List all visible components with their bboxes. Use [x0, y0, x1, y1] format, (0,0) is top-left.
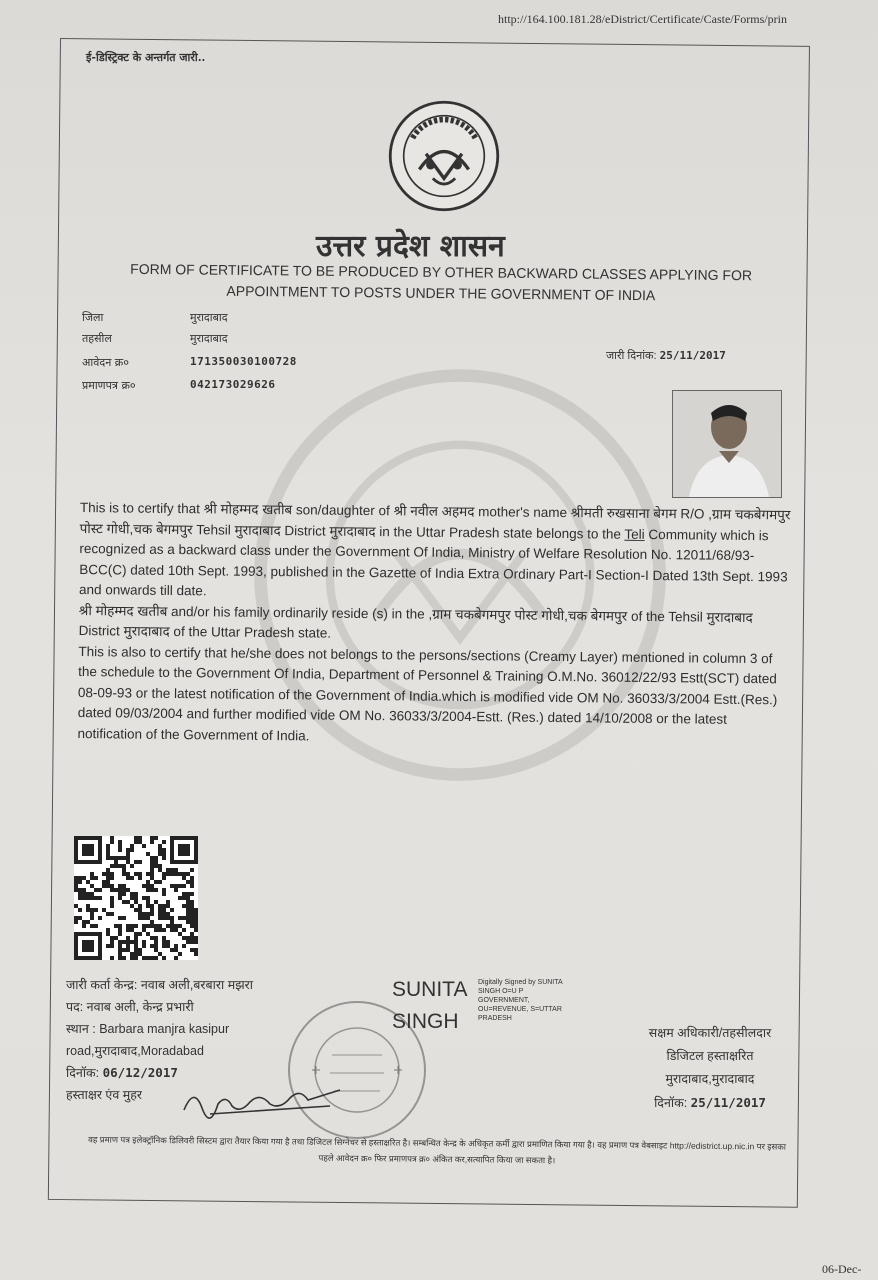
tehsil-row: [82, 331, 228, 346]
qr-code: [74, 836, 198, 960]
certificate-number: 042173029626: [190, 378, 276, 391]
officer-date-label: दिनॉक:: [654, 1096, 688, 1110]
government-title: उत्तर प्रदेश शासन: [316, 229, 505, 264]
edistrict-note: ई-डिस्ट्रिक्ट के अन्तर्गत जारी..: [86, 51, 206, 64]
district-value: मुरादाबाद: [190, 311, 228, 324]
print-url: http://164.100.181.28/eDistrict/Certificate/Caste/Forms/prin: [498, 12, 787, 26]
issuer-place: स्थान : Barbara manjra kasipur: [66, 1022, 230, 1036]
issuer-sign-label: हस्ताक्षर एंव मुहर: [66, 1088, 142, 1102]
tehsil-label: तहसील: [82, 332, 112, 345]
application-label: आवेदन क्र०: [82, 356, 129, 369]
certificate-heading: FORM OF CERTIFICATE TO BE PRODUCED BY OTHER BACKWARD CLASSES APPLYING FOR APPOINTMENT TO POSTS UNDER THE GOVERNMENT OF INDIA: [130, 260, 753, 304]
digital-signature-line: PRADESH: [478, 1015, 512, 1022]
signatory-name: [392, 974, 467, 1038]
issuer-date: 06/12/2017: [102, 1065, 178, 1080]
certificate-row: [82, 378, 276, 393]
officer-digital-sign: डिजिटल हस्ताक्षरित: [666, 1049, 754, 1063]
issue-date-label: जारी दिनांक:: [606, 350, 657, 362]
officer-date: 25/11/2017: [690, 1095, 766, 1110]
issue-date: 25/11/2017: [659, 349, 726, 362]
paragraph-residence: श्री मोहम्मद खतीब and/or his family ordinarily reside (s) in the ,ग्राम चकबेगमपुर पोस्ट गोधी,चक बेगमपुर of the Tehsil मुरादाबाद District मुरादाबाद of the Uttar Pradesh state.: [78, 602, 753, 641]
handwritten-signature: [180, 1080, 350, 1120]
district-label: जिला: [82, 311, 104, 324]
signatory-first-name: SUNITA: [392, 978, 468, 1001]
officer-date-row: [610, 1091, 810, 1115]
signatory-last-name: SINGH: [392, 1010, 459, 1033]
digital-signature-line: GOVERNMENT,: [478, 997, 530, 1004]
digital-signature-line: Digitally Signed by SUNITA: [478, 979, 563, 986]
digital-signature-line: OU=REVENUE, S=UTTAR: [478, 1006, 562, 1013]
officer-block: [610, 1022, 810, 1115]
application-number: 171350030100728: [190, 355, 297, 368]
issuing-centre: जारी कर्ता केन्द्र: नवाब अली,बरबारा मझरा: [66, 978, 254, 992]
issuer-date-label: दिनॉक:: [66, 1066, 100, 1080]
community-name: Teli: [624, 526, 645, 542]
paragraph-creamy-layer: This is also to certify that he/she does not belongs to the persons/sections (Creamy Layer) mentioned in column 3 of the schedule to the Government Of India, Department of Personnel & Training O.M.No. 36012/22/93 Estt(SCT) dated 08-09-93 or the latest notification of the Government of India.which is modified vide OM No. 36033/3/2004 Estt.(Res.) dated 09/03/2004 and further modified vide OM No. 36033/3/2004-Estt. (Res.) dated 14/10/2008 or the latest notification of the Government of India.: [77, 643, 778, 743]
paragraph-certify: [79, 498, 792, 608]
certificate-label: प्रमाणपत्र क्र०: [82, 379, 136, 392]
up-government-emblem: [388, 100, 500, 212]
tehsil-value: मुरादाबाद: [190, 332, 228, 345]
certify-text-rest: Community which is recognized as a backward class under the Government Of India, Ministry of Welfare Resolution No. 12011/68/93-BCC(C) dated 10th Sept. 1993, published in the Gazette of India Extra Ordinary Part-I Section-I Dated 13th Sept. 1993 and onwards till date.: [78, 526, 788, 599]
certificate-body: [77, 498, 792, 751]
digital-signature-details: [478, 978, 608, 1023]
district-row: [82, 310, 228, 325]
digital-signature-line: SINGH O=U P: [478, 988, 524, 995]
officer-title: सक्षम अधिकारी/तहसीलदार: [648, 1026, 772, 1040]
issue-date-row: [606, 348, 726, 363]
application-row: [82, 355, 297, 370]
applicant-photo: [672, 390, 782, 498]
officer-place: मुरादाबाद,मुरादाबाद: [665, 1072, 755, 1086]
certify-text: This is to certify that श्री मोहम्मद खतीब son/daughter of श्री नवील अहमद mother's name श्रीमती रुखसाना बेगम R/O ,ग्राम चकबेगमपुर पोस्ट गोधी,चक बेगमपुर Tehsil मुरादाबाद District मुरादाबाद in the Uttar Pradesh state belongs to the: [79, 499, 791, 542]
issuer-place-line2: road,मुरादाबाद,Moradabad: [66, 1044, 204, 1058]
print-date: 06-Dec-: [822, 1262, 862, 1276]
verification-footer: वह प्रमाण पत्र इलेक्ट्रॉनिक डिलिवरी सिस्टम द्वारा तैयार किया गया है तथा डिजिटल सिग्नेचर से हस्ताक्षरित है। सम्बन्धित केन्द्र के अधिकृत कर्मी द्वारा प्रमाणित किया गया है। वह प्रमाण पत्र वेबसाइट http://edistrict.up.nic.in पर इसका पहले आवेदन क्र० फिर प्रमाणपत्र क्र० अंकित कर,सत्यापित किया जा सकता है।: [88, 1134, 787, 1166]
issuer-post: पद: नवाब अली, केन्द्र प्रभारी: [66, 1000, 194, 1014]
